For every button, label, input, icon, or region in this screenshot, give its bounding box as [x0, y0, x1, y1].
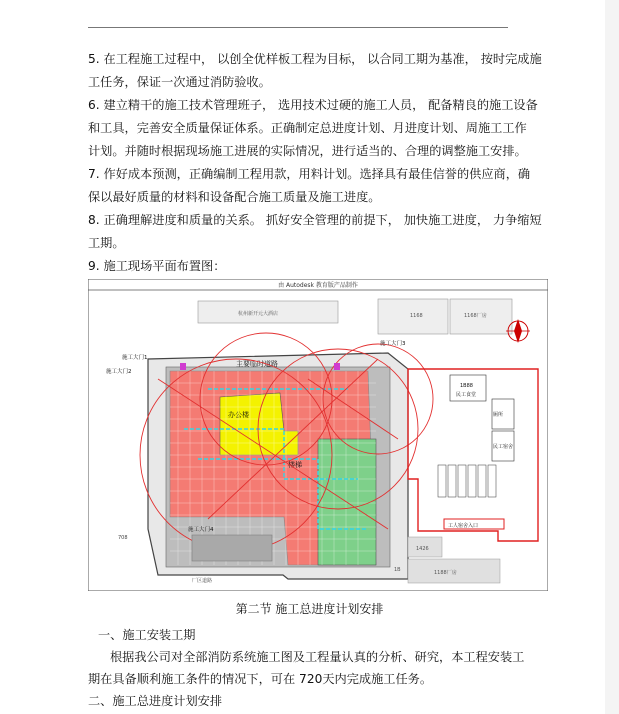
paragraph-line: 工期。	[88, 236, 125, 250]
label-gate2: 施工大门2	[106, 369, 132, 375]
section-caption: 第二节 施工总进度计划安排	[235, 602, 384, 616]
paragraph-line: 保以最好质量的材料和设备配合施工质量及施工进度。	[88, 190, 381, 204]
paragraph-line: 期在具备顺利施工条件的情况下，可在 720天内完成施工任务。	[88, 672, 433, 686]
label-building-top: 杭州新开元大酒店	[238, 311, 279, 317]
paragraph-line: 9. 施工现场平面布置图：	[88, 259, 226, 273]
paragraph-line: 5. 在工程施工过程中， 以创全优样板工程为目标， 以合同工期为基准， 按时完成施	[88, 52, 542, 66]
label-stair: 楼梯	[288, 461, 302, 469]
label-b1: 1168	[410, 313, 423, 319]
label-lower2: 1188厂房	[434, 570, 457, 576]
paragraph-line: 二、施工总进度计划安排	[88, 694, 223, 708]
label-gate4: 施工大门4	[188, 527, 214, 533]
label-tree: 708	[118, 535, 128, 541]
paragraph-line: 工任务，保证一次通过消防验收。	[88, 75, 271, 89]
site-plan-drawing	[88, 279, 548, 591]
label-plant: 厂区道路	[192, 578, 213, 584]
label-canteen: 民工食堂	[456, 392, 477, 398]
plan-header: 由 Autodesk 教育版产品制作	[278, 282, 358, 289]
paragraph-line: 根据我公司对全部消防系统施工图及工程量认真的分析、研究，本工程安装工	[110, 650, 525, 664]
label-road: 主要临时道路	[236, 360, 278, 368]
label-gate1: 施工大门1	[122, 355, 148, 361]
paragraph-line: 8. 正确理解进度和质量的关系。 抓好安全管理的前提下， 加快施工进度， 力争缩短	[88, 213, 542, 227]
label-dorm: 民工宿舍	[493, 444, 514, 450]
label-site-note: 工人宿舍入口	[448, 523, 479, 529]
paragraph-line: 7. 作好成本预测，正确编制工程用款，用料计划。选择具有最佳信誉的供应商，确	[88, 167, 531, 181]
label-b4: 1B	[394, 567, 401, 573]
paragraph-line: 计划。并随时根据现场施工进展的实际情况，进行适当的、合理的调整施工安排。	[88, 144, 527, 158]
label-gate3: 施工大门3	[380, 341, 406, 347]
paragraph-line: 和工具，完善安全质量保证体系。正确制定总进度计划、月进度计划、周施工工作	[88, 121, 527, 135]
label-office: 办公楼	[228, 411, 249, 419]
header-rule	[88, 27, 508, 28]
label-b3: 1B88	[460, 383, 473, 389]
paragraph-line: 一、施工安装工期	[98, 628, 196, 642]
label-lower1: 1426	[416, 546, 429, 552]
paragraph-line: 6. 建立精干的施工技术管理班子， 选用技术过硬的施工人员， 配备精良的施工设备	[88, 98, 538, 112]
label-b2: 1168厂房	[464, 313, 487, 319]
label-toilet: 厕所	[493, 412, 504, 418]
